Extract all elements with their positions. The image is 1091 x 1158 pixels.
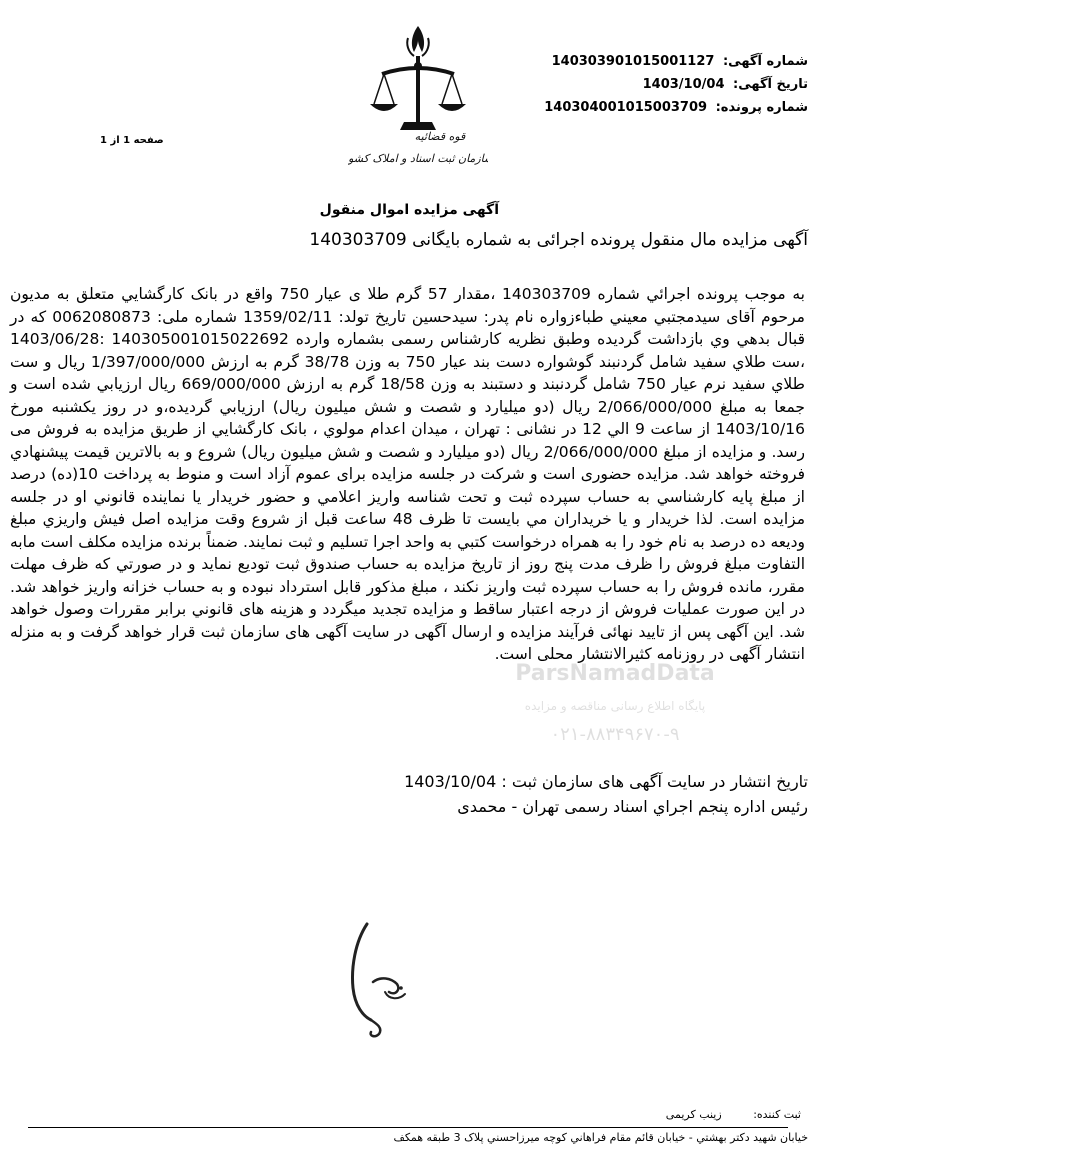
notice-number-row [508,50,808,73]
emblem-caption-top: قوه قضائیه [414,130,466,143]
footer-divider [28,1127,788,1128]
signature-icon [315,920,425,1045]
notice-number: 140303901015001127 [551,54,715,69]
judiciary-emblem-logo [348,22,488,172]
page-subtitle: آگهی مزایده مال منقول پرونده اجرائی به شماره بایگانی 140303709 [309,230,808,250]
publication-date-label: تاریخ انتشار در سایت آگهی های سازمان ثبت : [501,772,808,791]
watermark-line2: پایگاه اطلاع رسانی مناقصه و مزایده [524,699,706,713]
registrar-name: زینب کریمی [665,1108,722,1121]
notice-date-label: تاریخ آگهی: [733,77,808,92]
file-number-label: شماره پرونده: [715,100,808,115]
watermark-line3: ۰۲۱-۸۸۳۴۹۶۷۰-۹ [550,724,680,745]
scales-of-justice-icon [348,22,488,172]
handwritten-signature [315,920,425,1045]
file-number: 140304001015003709 [544,100,708,115]
page-title: آگهی مزایده اموال منقول [319,202,499,218]
notice-date-row [508,73,808,96]
notice-date: 1403/10/04 [642,77,725,92]
official-signatory: رئیس اداره پنجم اجراي اسناد رسمی تهران - محمدی [457,797,808,816]
publication-date-row [404,769,808,794]
publication-date: 1403/10/04 [404,772,497,791]
publication-block [404,769,808,819]
notice-body: به موجب پرونده اجرائي شماره 140303709 ،مقدار 57 گرم طلا ی عیار 750 واقع در بانک کارگشایي متعلق به مدیون مرحوم آقاى سیدمجتبي معیني طباءزواره نام پدر: سیدحسین تاریخ تولد: 1359/02/11 شماره ملی: 0062080873 که در قبال بدهي وي بازداشت گردیده وطبق نظریه کارشناس رسمی بشماره وارده 140305001015022692 :1403/06/28 ،ست طلاي سفید شامل گردنبند گوشواره دست بند عیار 750 به وزن 38/78 گرم به ارزش 1/397/000/000 ریال و ست طلاي سفید نرم عیار 750 شامل گردنبند و دستبند به وزن 18/58 گرم به ارزش 669/000/000 ریال ارزیابي شده است و جمعا به مبلغ 2/066/000/000 ریال (دو میلیارد و شصت و شش میلیون ریال) ارزیابي گردیده،و در روز یکشنبه مورخ 1403/10/16 از ساعت 9 الي 12 در نشانی : تهران ، میدان اعدام مولوي ، بانک کارگشایي از طریق مزایده به فروش می رسد. و مزایده از مبلغ 2/066/000/000 ریال (دو میلیارد و شصت و شش میلیون ریال) شروع و به بالاترین قیمت پیشنهادي فروخته خواهد شد. مزایده حضوری است و شرکت در جلسه مزایده برای عموم آزاد است و منوط به پرداخت 10(ده) درصد از مبلغ پایه کارشناسي به حساب سپرده ثبت و تحت شناسه واریز اعلامي و حضور خریدار یا نماینده قانوني او در جلسه مزایده است. لذا خریدار و یا خریداران مي بایست تا ظرف 48 ساعت قبل از شروع وقت مزایده اصل فیش واریزي مبلغ ودیعه ده درصد به نام خود را به همراه درخواست کتبي به واحد اجرا تسلیم و ثبت نمایند. ضمناً برنده مزایده مکلف است مابه التفاوت مبلغ فروش را ظرف مدت پنج روز از تاریخ مزایده به حساب صندوق ثبت تودیع نماید و در صورتي که ظرف مهلت مقرر، مانده فروش را به حساب سپرده ثبت واریز نکند ، مبلغ مذکور قابل استرداد نبوده و به حساب خزانه واریز خواهد شد. در این صورت عملیات فروش از درجه اعتبار ساقط و مزایده تجدید میگردد و هزینه های قانوني برابر مقررات وصول خواهد شد. این آگهی پس از تایید نهائی فرآیند مزایده و ارسال آگهی در سایت آگهی های سازمان ثبت قرار خواهد گرفت و به منزله انتشار آگهی در روزنامه کثیرالانتشار محلی است. [10,285,806,663]
watermark-graphic [505,640,725,760]
registrar [666,1108,801,1121]
watermark [505,640,725,760]
emblem-caption-bottom: سازمان ثبت اسناد و املاک کشور [348,152,488,165]
office-address: خیابان شهید دکتر بهشتي - خیابان قائم مقام فراهاني کوچه میرزاحسني پلاک 3 طبقه همکف [393,1131,808,1144]
watermark-line1: ParsNamadData [515,661,715,686]
notice-meta [508,50,808,119]
file-number-row [508,96,808,119]
notice-number-label: شماره آگهی: [722,54,808,69]
page-counter: صفحه 1 از 1 [100,135,164,146]
registrar-label: ثبت کننده: [753,1108,801,1121]
